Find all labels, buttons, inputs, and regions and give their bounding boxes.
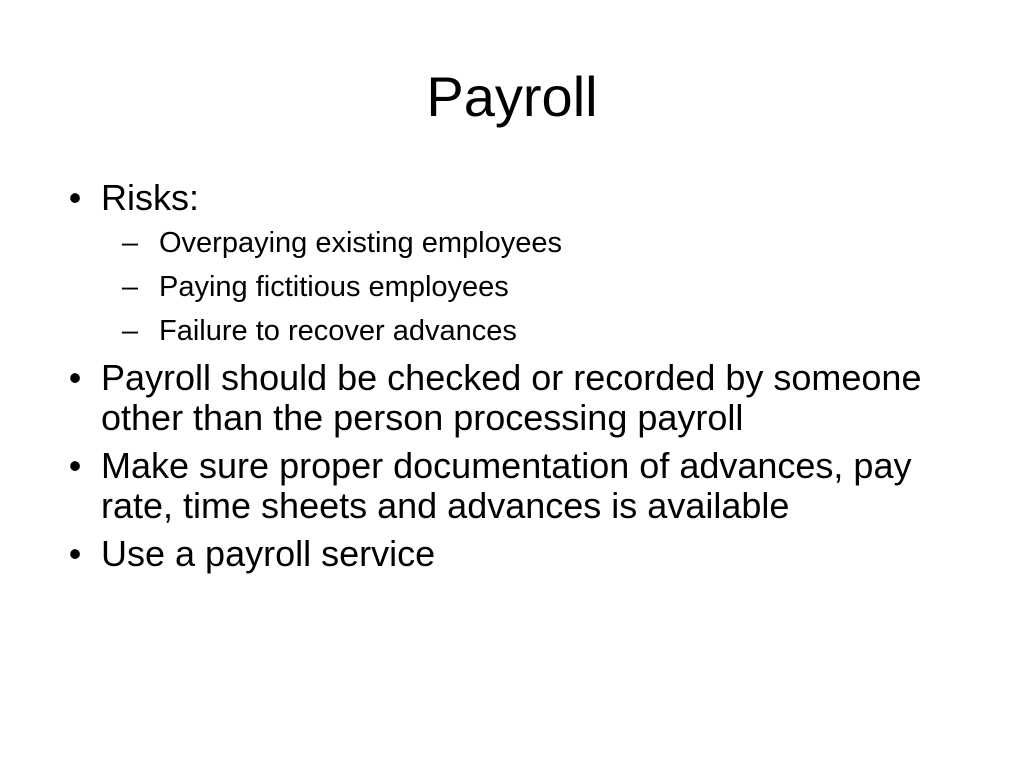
dash-icon: –: [121, 271, 139, 303]
bullet-icon: •: [68, 357, 82, 398]
bullet-list: [60, 178, 960, 582]
bullet-item-checking: [60, 358, 960, 438]
bullet-icon: •: [68, 533, 82, 574]
sub-bullet-text: Paying fictitious employees: [159, 271, 509, 303]
bullet-text: Payroll should be checked or recorded by someone other than the person processing payroll: [101, 357, 922, 438]
bullet-icon: •: [68, 177, 82, 218]
sub-bullet-text: Failure to recover advances: [159, 315, 517, 347]
bullet-text: Make sure proper documentation of advances, pay rate, time sheets and advances is available: [101, 445, 912, 526]
dash-icon: –: [121, 315, 139, 347]
slide-title: Payroll: [426, 65, 598, 128]
bullet-item-documentation: [60, 446, 960, 526]
bullet-item-service: [60, 534, 960, 574]
dash-icon: –: [121, 227, 139, 259]
sub-bullet-list: [101, 226, 960, 348]
bullet-text: Risks:: [101, 177, 199, 218]
bullet-icon: •: [68, 445, 82, 486]
sub-bullet-item: [115, 270, 960, 304]
bullet-text: Use a payroll service: [101, 533, 436, 574]
sub-bullet-item: [115, 226, 960, 260]
sub-bullet-item: [115, 314, 960, 348]
sub-bullet-text: Overpaying existing employees: [159, 227, 562, 259]
bullet-item-risks: [60, 178, 960, 348]
